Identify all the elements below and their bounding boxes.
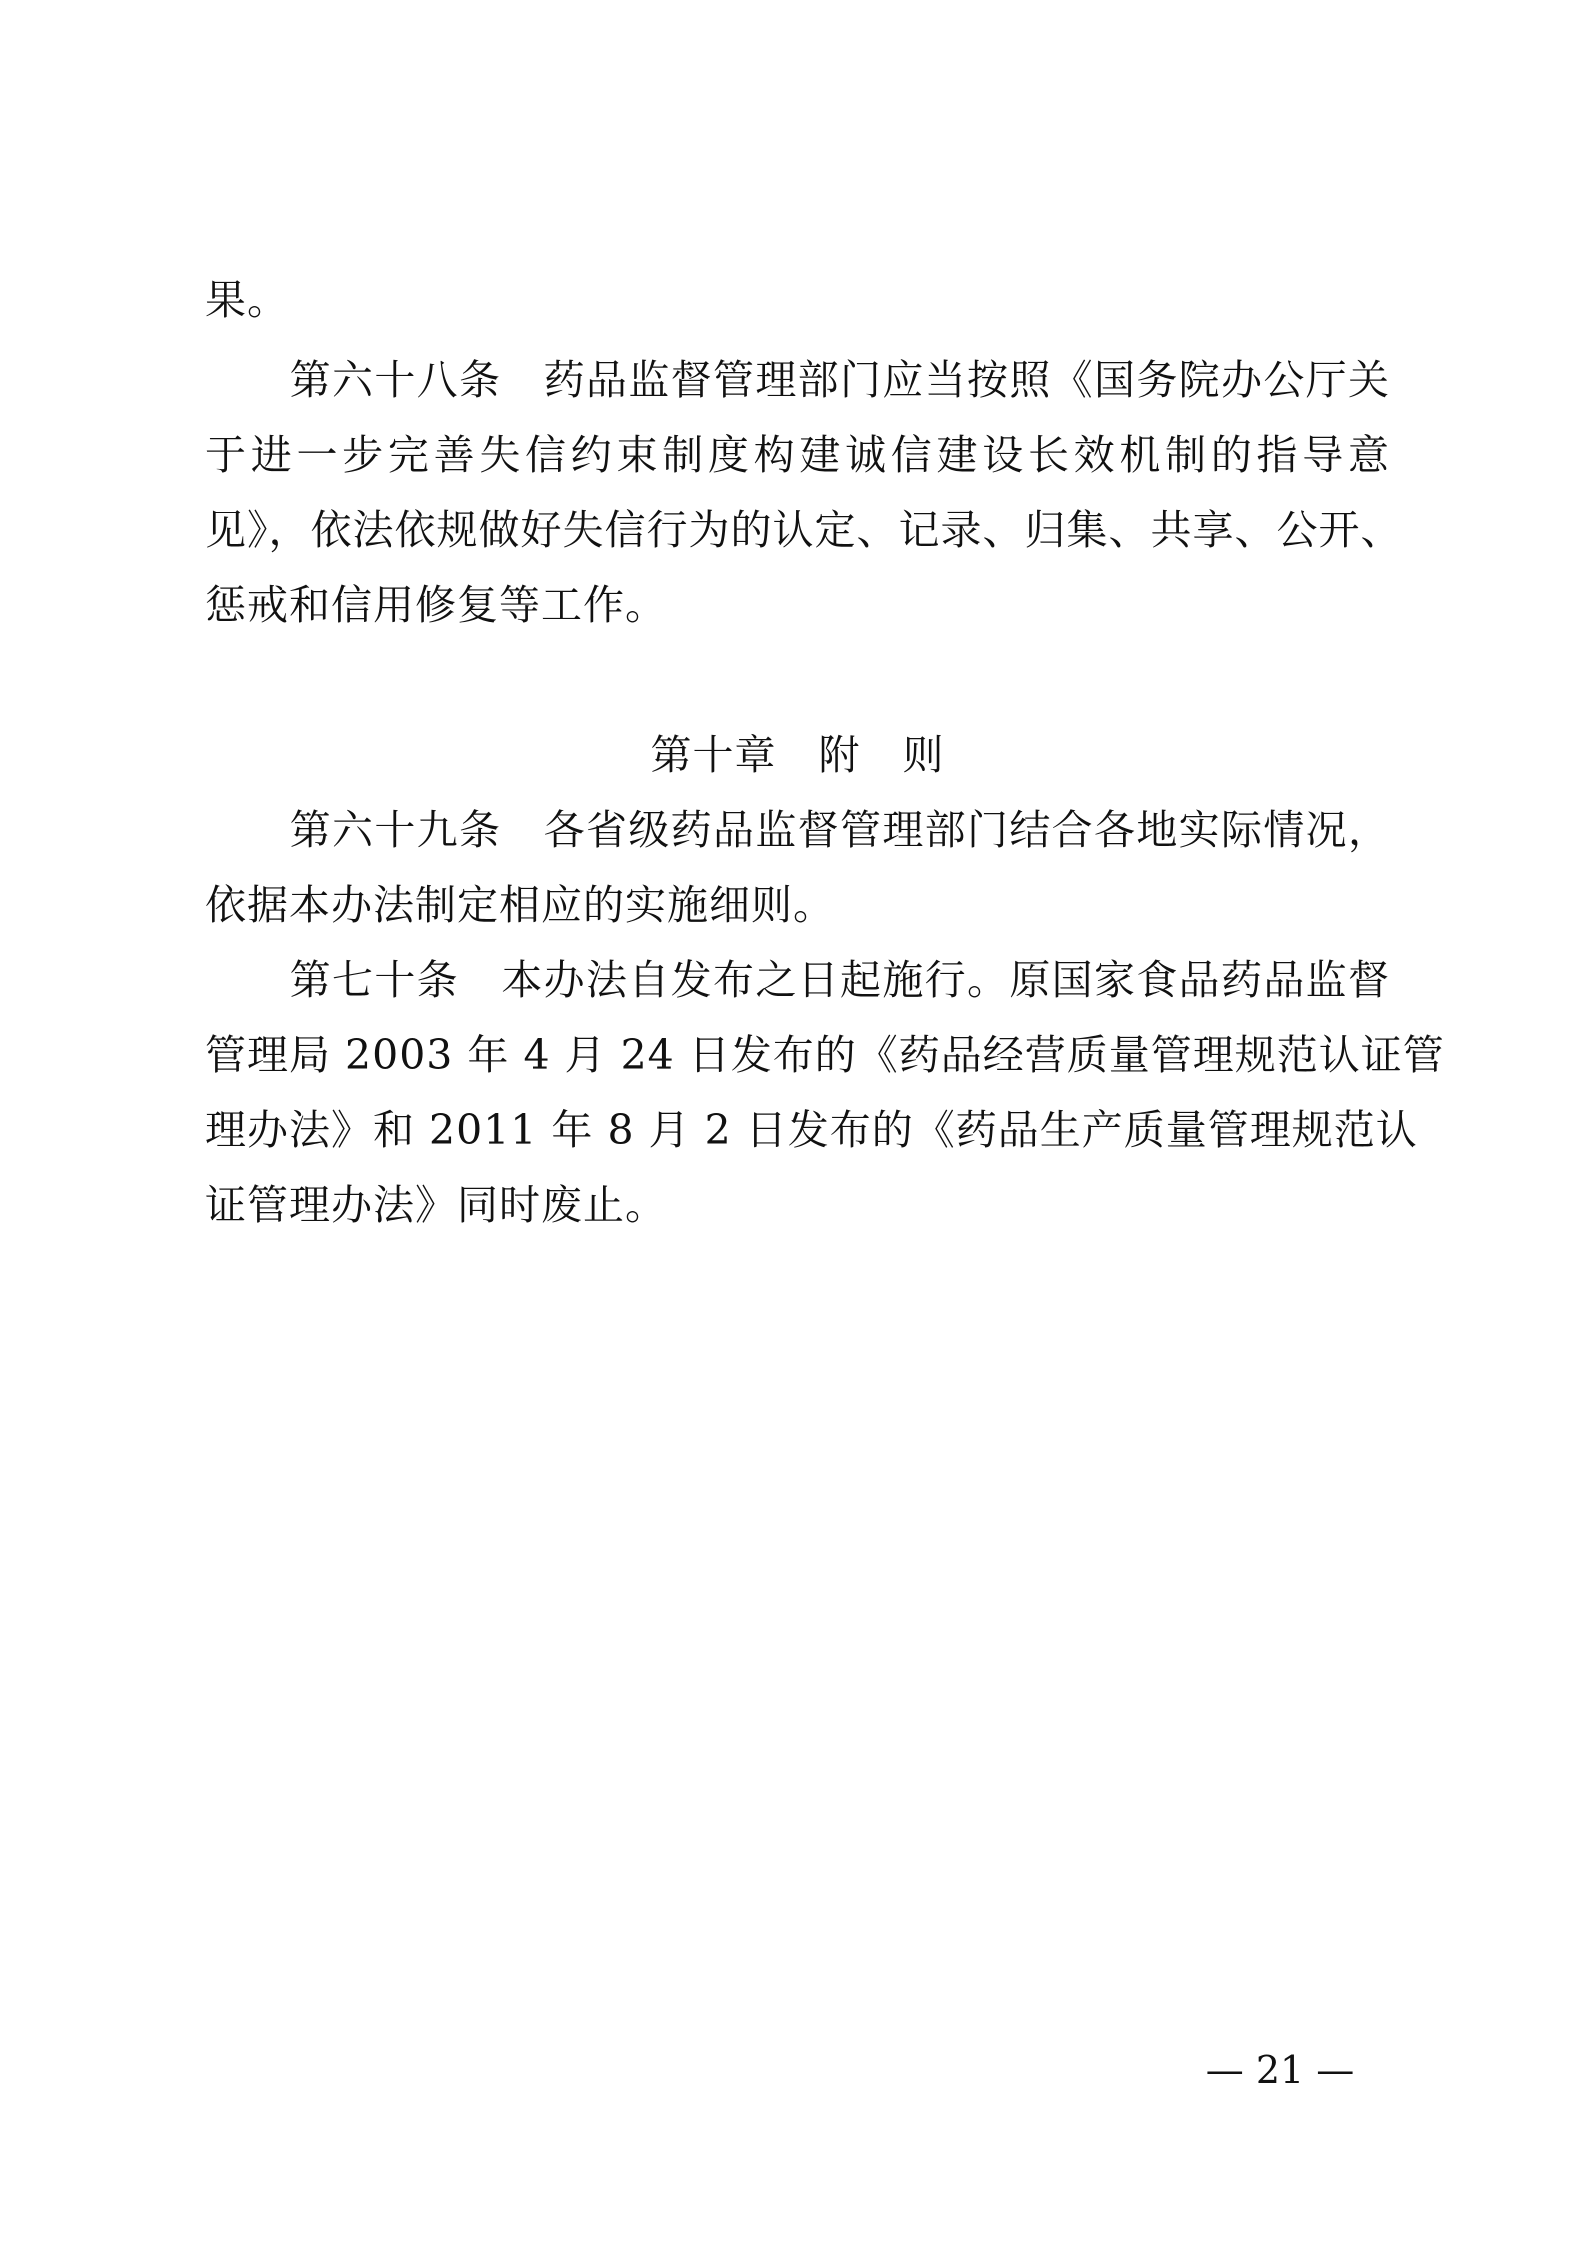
article-70-line-1: 第七十条 本办法自发布之日起施行。原国家食品药品监督 bbox=[205, 956, 1390, 1004]
article-69-line-2: 依据本办法制定相应的实施细则。 bbox=[205, 881, 835, 929]
article-68-line-4: 惩戒和信用修复等工作。 bbox=[205, 581, 667, 629]
article-70-line-3: 理办法》和 2011 年 8 月 2 日发布的《药品生产质量管理规范认 bbox=[205, 1106, 1418, 1154]
article-68-line-3: 见》，依法依规做好失信行为的认定、记录、归集、共享、公开、 bbox=[205, 506, 1403, 554]
article-68-line-1: 第六十八条 药品监督管理部门应当按照《国务院办公厅关 bbox=[205, 356, 1390, 404]
article-70-line-2: 管理局 2003 年 4 月 24 日发布的《药品经营质量管理规范认证管 bbox=[205, 1031, 1445, 1079]
text-line: 果。 bbox=[205, 276, 289, 324]
article-68-line-2: 于进一步完善失信约束制度构建诚信建设长效机制的指导意 bbox=[205, 431, 1390, 479]
chapter-heading: 第十章 附 则 bbox=[650, 731, 945, 779]
page-number: — 21 — bbox=[1205, 2048, 1355, 2092]
article-70-line-4: 证管理办法》同时废止。 bbox=[205, 1181, 667, 1229]
article-69-line-1: 第六十九条 各省级药品监督管理部门结合各地实际情况， bbox=[205, 806, 1390, 854]
